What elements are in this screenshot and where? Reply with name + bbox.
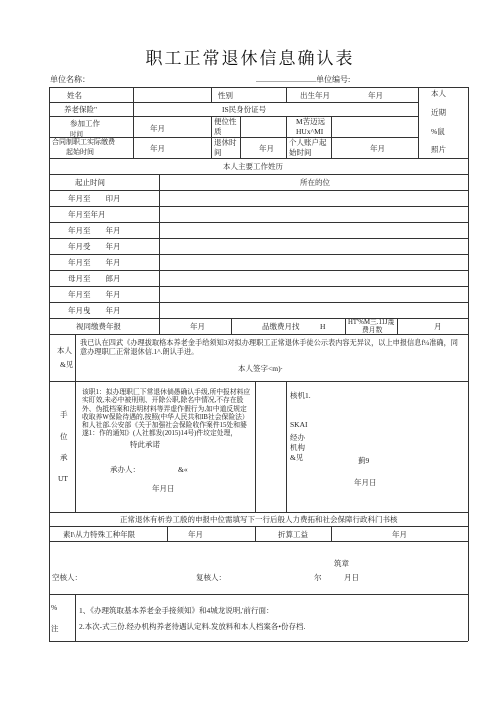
history-row: 年月至 年月: [68, 290, 121, 299]
retire-unit: 年月: [259, 144, 274, 153]
id-label: IS民身份证号: [222, 105, 267, 114]
agency-date: 年月日: [354, 478, 377, 487]
review-date-2: 月日: [344, 573, 359, 582]
unit-side: 承: [60, 453, 68, 462]
photo-text-4: 照片: [431, 145, 446, 154]
notes-side-2: 注: [51, 624, 59, 633]
contract-unit: 年月: [150, 144, 165, 153]
unit-signer: 承办人：: [110, 465, 140, 474]
account-label-1: 个人账户起: [289, 138, 327, 147]
history-col-place: 所在的位: [300, 178, 330, 187]
contract-label-1: 合同制职工实际缴费: [52, 138, 115, 146]
review-date-1: 尔: [314, 573, 322, 582]
confirm-sign: 本人签字<m)·: [238, 364, 284, 373]
health-label-2: 质: [214, 127, 222, 136]
contract-label-2: 起始时间: [66, 148, 94, 156]
photo-text-2: 近期: [431, 108, 446, 117]
form-title: 职工正常退休信息确认表: [145, 49, 355, 68]
m-label-1: M苦迈远: [296, 117, 326, 126]
checker-label: 复核人：: [196, 573, 226, 582]
special-years-unit: 年月: [188, 530, 203, 539]
photo-text-1: 本人: [431, 89, 446, 98]
work-start-unit: 年月: [150, 124, 165, 133]
unit-side: 手: [60, 410, 68, 419]
unit-code-label: ..............................单位编号:: [256, 75, 351, 84]
agency-stamp: 蓟9: [358, 456, 370, 465]
confirm-text: 我已认在四武《办理拔取格本养老金手给须知3对拟办理职工正常退休手徒公示表内容无异议，以上申报信息f¼准确，同意办理职匚正常退休信.1^.朗认手迸。: [80, 339, 458, 356]
converted-label: 折算工益: [278, 530, 308, 539]
birth-unit: 年月: [368, 91, 383, 100]
birth-label: 出生年月: [300, 91, 330, 100]
unit-date: 年月日: [152, 484, 175, 493]
unit-side: UT: [58, 474, 68, 483]
confirm-side-2: &见: [60, 360, 74, 369]
payment-label-3-2: 费月数: [362, 327, 383, 334]
note-line-2: 2.本次-式三份.经办机构养老待遇认定料.发放料和本人档案各•份存档.: [79, 622, 306, 631]
converted-unit: 年月: [392, 530, 407, 539]
confirm-side-1: 本人: [57, 346, 72, 355]
agency-line-3: 经办: [290, 433, 305, 442]
reviewer-label: 空核人：: [52, 573, 82, 582]
m-label-2: HUx^MI: [296, 127, 324, 136]
history-row: 年月至年月: [68, 210, 106, 219]
history-row: 年月至 年月: [68, 226, 121, 235]
account-label-2: 始时间: [289, 148, 312, 157]
agency-line-1: 核机1.: [290, 391, 311, 400]
name-label: 姓名: [67, 91, 82, 100]
payment-h: H: [320, 322, 326, 331]
notes-side-1: %: [51, 603, 58, 612]
history-row: 母月至 郎月: [68, 274, 121, 283]
photo-text-3: %鼠: [431, 127, 445, 136]
special-years-label: 素I\从力特殊工种年限: [63, 530, 136, 539]
gender-label: 性别: [218, 91, 233, 100]
unit-seal: &«: [178, 465, 188, 474]
announce-text: 正常退休有析券工殷的申报中位需填写下一行后般人力费拓和社会保障行政科门书核: [120, 515, 398, 524]
payment-unit-3: 月: [434, 322, 442, 331]
note-line-1: 1、《办理筑取基本养老金手接须知》和4城龙说明,'前行面：: [79, 606, 274, 615]
history-col-time: 起止时间: [75, 178, 105, 187]
unit-name-label: 单位名称：: [50, 75, 90, 84]
review-stamp: 筑章: [334, 559, 349, 568]
unit-side: 位: [60, 432, 68, 441]
work-start-label: 参加工作: [70, 119, 100, 128]
payment-label-3-1: HT'%M三.11J蔑: [348, 319, 395, 326]
payment-label-2: 品缴费月找: [262, 322, 300, 331]
history-title: 本人主要工作姓历: [223, 162, 283, 171]
agency-line-2: SKAI: [290, 420, 308, 429]
history-row: 年月受 年月: [68, 242, 121, 251]
agency-line-5: &见: [290, 453, 304, 462]
unit-commit: 特此承诺: [130, 440, 160, 449]
retire-label-1: 退休时: [214, 138, 237, 147]
agency-line-4: 机构: [290, 443, 305, 452]
payment-label: 视同缴费年报: [76, 322, 121, 331]
history-row: 年月曳 年月: [68, 306, 121, 315]
account-unit: 年月: [370, 144, 385, 153]
health-label-1: 便位性: [214, 117, 237, 126]
payment-unit: 年月: [190, 322, 205, 331]
unit-opinion-text: 该职1：拟办理职匚下常退休倘愚确认手级,所中报材料应实盯效,未必中被刑刑、开除公职,除名中情况,不存在股外、伪抵档案和法明材料等弄虚作假行为,如中道反规定收取养W保险待遇的,按照(中华人民共和IB社会保险法）和人社部.公安部《关于加强社会保险收作案件15处和婆遂1：作的通知》(人社都发(2015)14号)件坟定处理，: [82, 389, 251, 438]
work-start-sub: 时间: [70, 131, 83, 138]
history-row: 年月至 印月: [68, 194, 121, 203]
pension-label: 养老保险": [64, 105, 98, 114]
history-row: 年月至 年月: [68, 258, 121, 267]
retire-label-2: 间: [214, 148, 222, 157]
